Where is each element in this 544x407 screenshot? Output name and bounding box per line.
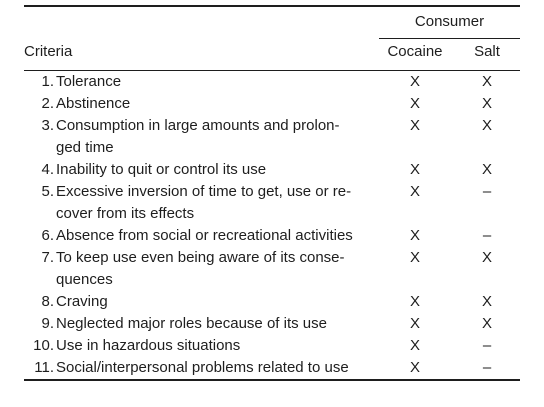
criterion-text-line: Consumption in large amounts and prolon- [56, 117, 340, 134]
criterion-text [56, 225, 378, 247]
criterion-number: 9. [41, 315, 54, 332]
salt-mark: – [482, 359, 492, 376]
table-row [24, 313, 520, 335]
cocaine-mark: X [409, 359, 420, 376]
criterion-text-line: Social/interpersonal problems related to use [56, 359, 349, 376]
criterion-number: 10. [33, 337, 54, 354]
cocaine-mark: X [409, 293, 420, 310]
criterion-text [56, 181, 378, 225]
salt-mark: X [481, 315, 492, 332]
criterion-number: 3. [41, 117, 54, 134]
salt-mark: – [482, 227, 492, 244]
criterion-text-line: Abstinence [56, 95, 131, 112]
criterion-text [56, 115, 378, 159]
table-row [24, 115, 520, 159]
table-row [24, 247, 520, 291]
criterion-text [56, 357, 378, 379]
criterion-text [56, 93, 378, 115]
cocaine-column-header: Cocaine [387, 43, 443, 60]
consumer-group-rule [379, 38, 520, 39]
criterion-text-line: quences [56, 271, 113, 288]
criterion-number: 2. [41, 95, 54, 112]
table-row [24, 93, 520, 115]
cocaine-mark: X [409, 117, 420, 134]
criterion-text-line: Craving [56, 293, 108, 310]
salt-mark: X [481, 249, 492, 266]
criterion-text-line: Tolerance [56, 73, 122, 90]
table-row [24, 225, 520, 247]
criterion-text-line: Absence from social or recreational activities [56, 227, 353, 244]
salt-mark: X [481, 73, 492, 90]
table-body [24, 71, 520, 379]
criterion-text-line: ged time [56, 139, 114, 156]
cocaine-mark: X [409, 183, 420, 200]
table-bottom-rule [24, 379, 520, 381]
criterion-text [56, 71, 378, 93]
criterion-text-line: Inability to quit or control its use [56, 161, 267, 178]
criterion-number: 1. [41, 73, 54, 90]
criterion-text [56, 247, 378, 291]
salt-mark: – [482, 183, 492, 200]
criterion-number: 11. [34, 359, 54, 376]
criterion-number: 5. [41, 183, 54, 200]
table-row [24, 159, 520, 181]
cocaine-mark: X [409, 249, 420, 266]
salt-mark: X [481, 95, 492, 112]
table-top-rule [24, 5, 520, 7]
cocaine-mark: X [409, 227, 420, 244]
criterion-text-line: To keep use even being aware of its conse- [56, 249, 345, 266]
salt-mark: X [481, 161, 492, 178]
salt-column-header: Salt [474, 43, 500, 60]
criterion-text [56, 291, 378, 313]
criterion-number: 8. [41, 293, 54, 310]
consumer-group-header: Consumer [414, 13, 485, 30]
table-row [24, 357, 520, 379]
cocaine-mark: X [409, 337, 420, 354]
salt-mark: – [482, 337, 492, 354]
criterion-text-line: Excessive inversion of time to get, use or re- [56, 183, 352, 200]
criterion-text [56, 159, 378, 181]
criterion-text-line: Use in hazardous situations [56, 337, 241, 354]
table-row [24, 335, 520, 357]
criteria-column-header: Criteria [24, 43, 73, 60]
criterion-text [56, 335, 378, 357]
table-row [24, 291, 520, 313]
cocaine-mark: X [409, 95, 420, 112]
criterion-number: 7. [41, 249, 54, 266]
criterion-text-line: Neglected major roles because of its use [56, 315, 327, 332]
table-row [24, 181, 520, 225]
table-row [24, 71, 520, 93]
salt-mark: X [481, 293, 492, 310]
criterion-text [56, 313, 378, 335]
cocaine-mark: X [409, 73, 420, 90]
cocaine-mark: X [409, 315, 420, 332]
cocaine-mark: X [409, 161, 420, 178]
criterion-text-line: cover from its effects [56, 205, 195, 222]
salt-mark: X [481, 117, 492, 134]
criterion-number: 4. [41, 161, 54, 178]
criterion-number: 6. [41, 227, 54, 244]
